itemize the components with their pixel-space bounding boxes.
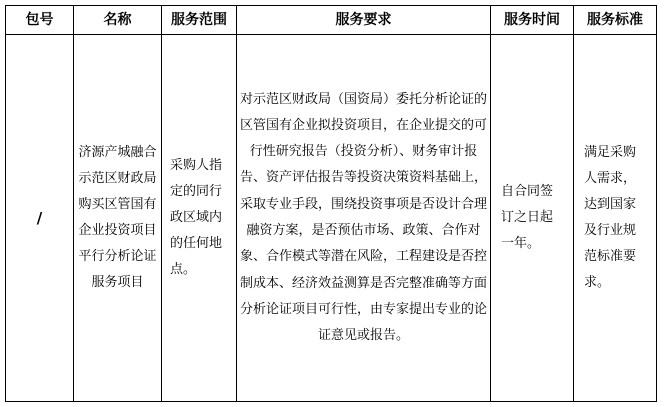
service-standard: 满足采购人需求，达到国家及行业规范标准要求。: [584, 145, 637, 290]
cell-requirement: [237, 35, 491, 402]
header-name: 名称: [74, 6, 162, 35]
cell-scope: [162, 35, 237, 402]
cell-package: [6, 35, 74, 402]
header-package: 包号: [6, 6, 74, 35]
table-row: [6, 35, 657, 402]
cell-standard: [574, 35, 657, 402]
header-time: 服务时间: [491, 6, 574, 35]
service-requirement: 对示范区财政局（国资局）委托分析论证的区管国有企业拟投资项目，在企业提交的可行性研究报告（投资分析）、财务审计报告、资产评估报告等投资决策资料基础上，采取专业手段，围绕投资事项是否设计合理融资方案，是否预估市场、政策、合作对象、合作模式等潜在风险，工程建设是否控制成本、经济效益测算是否完整准确等方面分析论证项目可行性，由专家提出专业的论证意见或报告。: [239, 91, 487, 344]
service-table-container: [5, 5, 657, 402]
service-time: 自合同签订之日起一年。: [501, 184, 554, 251]
package-value: /: [36, 209, 43, 227]
service-scope: 采购人指定的同行政区域内的任何地点。: [170, 158, 223, 277]
table-header-row: [6, 6, 657, 35]
project-name: 济源产城融合示范区财政局购买区管国有企业投资项目平行分析论证服务项目: [78, 145, 157, 290]
service-table: [5, 5, 657, 402]
header-scope: 服务范围: [162, 6, 237, 35]
header-requirement: 服务要求: [237, 6, 491, 35]
cell-name: [74, 35, 162, 402]
cell-time: [491, 35, 574, 402]
header-standard: 服务标准: [574, 6, 657, 35]
